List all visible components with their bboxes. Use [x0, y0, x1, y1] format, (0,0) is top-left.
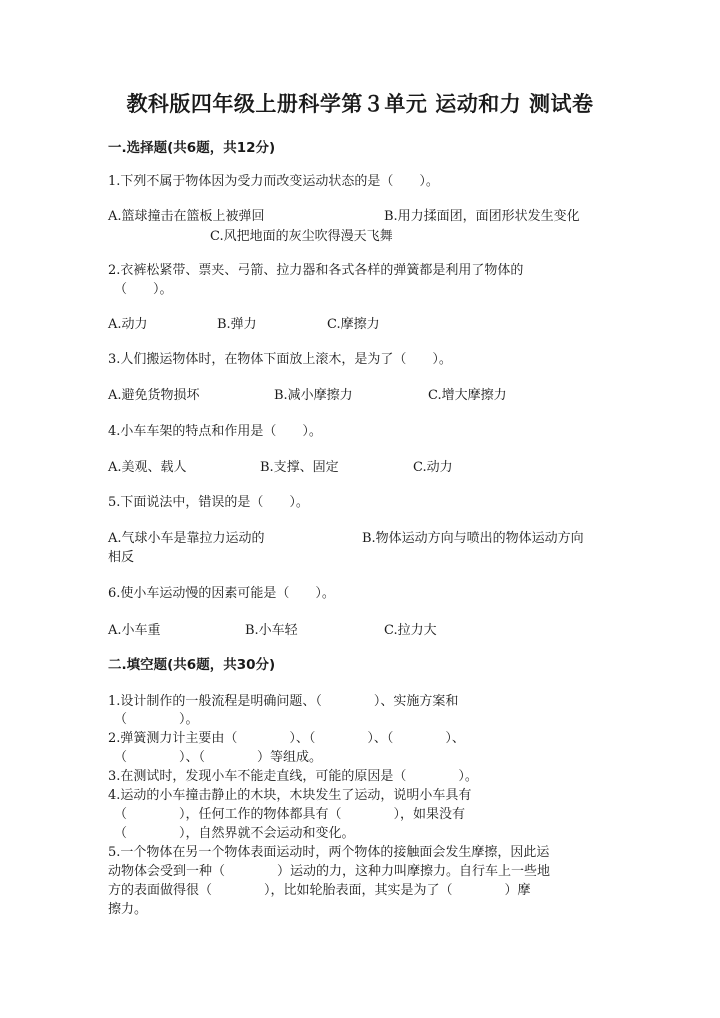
fill-line: （ ）。 [114, 712, 199, 727]
page-title: 教科版四年级上册科学第３单元 运动和力 测试卷 [126, 92, 594, 116]
question-2-stem-cont: （ ）。 [114, 282, 173, 297]
fill-line: （ ），任何工作的物体都具有（ ），如果没有 [114, 807, 466, 822]
section-heading-fill: 二.填空题(共6题，共30分) [108, 657, 276, 673]
question-1-option-a: A.篮球撞击在篮板上被弹回 [108, 209, 265, 224]
question-6-option-b: B.小车轻 [245, 623, 298, 638]
question-2-stem: 2.衣裤松紧带、票夹、弓箭、拉力器和各式各样的弹簧都是利用了物体的 [108, 263, 524, 278]
question-6-stem: 6.使小车运动慢的因素可能是（ ）。 [108, 586, 335, 601]
question-3-option-a: A.避免货物损坏 [108, 388, 200, 403]
question-1-stem: 1.下列不属于物体因为受力而改变运动状态的是（ ）。 [108, 174, 439, 189]
fill-line: 动物体会受到一种（ ）运动的力，这种力叫摩擦力。自行车上一些地 [108, 864, 551, 879]
section-heading-choice: 一.选择题(共6题，共12分) [108, 140, 276, 156]
question-3-option-b: B.减小摩擦力 [274, 388, 353, 403]
fill-line: 擦力。 [108, 902, 148, 917]
fill-line: 2.弹簧测力计主要由（ ）、（ ）、（ ）、 [108, 731, 465, 746]
question-4-option-a: A.美观、载人 [108, 460, 187, 475]
question-4-option-c: C.动力 [413, 460, 453, 475]
fill-line: 5.一个物体在另一个物体表面运动时，两个物体的接触面会发生摩擦，因此运 [108, 845, 550, 860]
fill-line: 1.设计制作的一般流程是明确问题、（ ）、实施方案和 [108, 694, 459, 709]
fill-line: （ ），自然界就不会运动和变化。 [114, 826, 355, 841]
question-2-option-b: B.弹力 [217, 317, 257, 332]
question-2-option-c: C.摩擦力 [327, 317, 380, 332]
question-1-option-c: C.风把地面的灰尘吹得漫天飞舞 [210, 229, 393, 244]
question-3-option-c: C.增大摩擦力 [428, 388, 507, 403]
question-5-option-b: B.物体运动方向与喷出的物体运动方向 [362, 531, 584, 546]
question-5-option-b-cont: 相反 [108, 550, 135, 565]
question-4-option-b: B.支撑、固定 [260, 460, 339, 475]
fill-line: （ ）、（ ）等组成。 [114, 750, 323, 765]
question-1-option-b: B.用力揉面团，面团形状发生变化 [384, 209, 580, 224]
question-4-stem: 4.小车车架的特点和作用是（ ）。 [108, 424, 322, 439]
question-6-option-c: C.拉力大 [384, 623, 437, 638]
fill-line: 方的表面做得很（ ），比如轮胎表面，其实是为了（ ）摩 [108, 883, 531, 898]
question-5-stem: 5.下面说法中，错误的是（ ）。 [108, 495, 309, 510]
fill-line: 4.运动的小车撞击静止的木块，木块发生了运动，说明小车具有 [108, 788, 472, 803]
question-6-option-a: A.小车重 [108, 623, 161, 638]
question-5-option-a: A.气球小车是靠拉力运动的 [108, 531, 265, 546]
question-3-stem: 3.人们搬运物体时，在物体下面放上滚木，是为了（ ）。 [108, 352, 452, 367]
question-2-option-a: A.动力 [108, 317, 148, 332]
fill-line: 3.在测试时，发现小车不能走直线，可能的原因是（ ）。 [108, 769, 478, 784]
